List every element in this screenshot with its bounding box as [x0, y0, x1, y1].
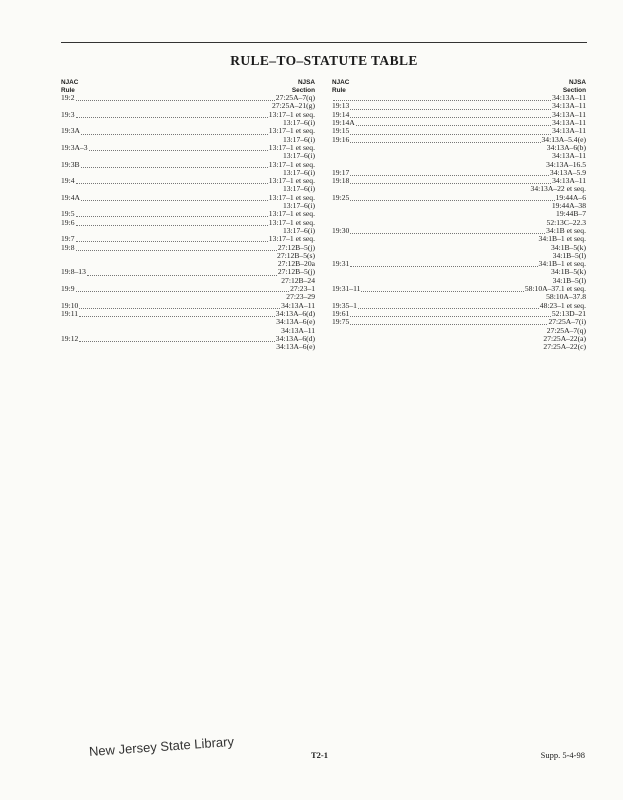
dot-leader — [81, 195, 268, 201]
rule-number: 19:61 — [332, 308, 350, 318]
rule-number: 19:30 — [332, 225, 350, 235]
table-entry — [61, 177, 315, 194]
statute-section: 27:25A–7(q) — [275, 93, 315, 103]
entry-line — [61, 194, 315, 202]
supplement-date: Supp. 5-4-98 — [540, 750, 585, 760]
statute-section: 34:13A–11 — [552, 109, 586, 119]
rule-number: 19:10 — [61, 300, 79, 310]
header-section-bottom: Section — [291, 86, 315, 94]
rule-number: 19:18 — [332, 176, 350, 186]
table-entry — [61, 194, 315, 211]
header-rule-top: NJAC — [332, 79, 350, 86]
entry-line — [61, 177, 315, 185]
dot-leader — [76, 112, 268, 118]
statute-section: 34:13A–5.4(e) — [541, 134, 586, 144]
left-column — [61, 79, 315, 351]
statute-section: 34:1B–5(k) — [550, 242, 586, 252]
statute-section: 34:13A–11 — [552, 151, 586, 161]
entry-line — [61, 268, 315, 276]
column-header — [61, 79, 315, 94]
page-number: T2-1 — [311, 750, 328, 760]
table-entry — [332, 169, 586, 177]
rule-number: 19:12 — [61, 333, 79, 343]
entry-line — [61, 144, 315, 152]
table-entry — [61, 335, 315, 352]
statute-section: 34:13A–11 — [552, 101, 586, 111]
table-entry — [332, 318, 586, 351]
statute-section: 34:13A–11 — [281, 300, 315, 310]
header-rule-bottom: Rule — [332, 86, 346, 94]
rule-number: 19:3A–3 — [61, 142, 88, 152]
rule-number: 19:7 — [61, 234, 75, 244]
table-entry — [332, 302, 586, 310]
statute-section: 34:1B et seq. — [546, 225, 586, 235]
rule-number: 19:4A — [61, 192, 80, 202]
statute-section: 34:1B–5(k) — [550, 267, 586, 277]
dot-leader — [87, 270, 277, 276]
rule-number: 19:14 — [332, 109, 350, 119]
entry-line — [332, 111, 586, 119]
rule-number: 19:25 — [332, 192, 350, 202]
rule-number: 19:31 — [332, 259, 350, 269]
statute-section: 34:13A–11 — [552, 118, 586, 128]
rule-number: 19:17 — [332, 167, 350, 177]
statute-section: 13:17–6(i) — [282, 201, 315, 211]
statute-section: 34:1B–5(l) — [552, 250, 586, 260]
dot-leader — [358, 303, 539, 309]
dot-leader — [350, 178, 551, 184]
entry-line — [61, 285, 315, 293]
statute-section: 27:25A–7(q) — [546, 325, 586, 335]
dot-leader — [76, 236, 268, 242]
header-section-top: NJSA — [297, 79, 315, 86]
table-entry — [332, 285, 586, 302]
table-entry — [332, 111, 586, 119]
statute-section: 27:12B–5(j) — [277, 242, 315, 252]
entry-line — [61, 235, 315, 243]
dot-leader — [350, 261, 537, 267]
table-entry — [332, 177, 586, 194]
statute-section: 27:25A–21(g) — [271, 101, 315, 111]
statute-section: 48:23–1 et seq. — [539, 300, 586, 310]
rule-number: 19:3B — [61, 159, 80, 169]
rule-number: 19:31–11 — [332, 284, 361, 294]
dot-leader — [81, 129, 268, 135]
table-entry — [61, 268, 315, 285]
rule-number: 19:4 — [61, 176, 75, 186]
statute-section: 52:13C–22.3 — [546, 217, 586, 227]
rule-number: 19:6 — [61, 217, 75, 227]
table-entry — [61, 219, 315, 236]
rule-number: 19:8–13 — [61, 267, 86, 277]
top-rule-line — [61, 42, 587, 43]
entry-line — [61, 219, 315, 227]
dot-leader — [76, 211, 268, 217]
rule-number: 19:14A — [332, 118, 355, 128]
statute-section: 34:13A–5.9 — [549, 167, 586, 177]
statute-section: 34:1B–5(l) — [552, 275, 586, 285]
dot-leader — [333, 95, 551, 101]
table-entry — [332, 94, 586, 102]
header-section-bottom: Section — [562, 86, 586, 94]
table-entry — [332, 136, 586, 169]
rule-number: 19:2 — [61, 93, 75, 103]
dot-leader — [350, 319, 547, 325]
dot-leader — [356, 120, 551, 126]
dot-leader — [76, 245, 277, 251]
rule-number: 19:75 — [332, 317, 350, 327]
entry-line — [332, 94, 586, 102]
header-rule-top: NJAC — [61, 79, 79, 86]
statute-section: 34:13A–11 — [281, 325, 315, 335]
statute-section: 34:13A–11 — [552, 126, 586, 136]
statute-section: 13:17–1 et seq. — [268, 217, 315, 227]
dot-leader — [79, 336, 274, 342]
right-entries — [332, 94, 586, 351]
rule-number: 19:8 — [61, 242, 75, 252]
statute-section: 27:23–1 — [290, 284, 315, 294]
table-entry — [61, 161, 315, 178]
statute-section: 13:17–1 et seq. — [268, 176, 315, 186]
statute-section: 13:17–1 et seq. — [268, 109, 315, 119]
dot-leader — [350, 170, 549, 176]
library-stamp: New Jersey State Library — [88, 733, 235, 759]
header-rule-bottom: Rule — [61, 86, 75, 94]
statute-section: 13:17–6(i) — [282, 167, 315, 177]
entry-line — [332, 169, 586, 177]
table-entry — [61, 127, 315, 144]
statute-section: 34:13A–16.5 — [546, 159, 586, 169]
table-entry — [61, 244, 315, 269]
statute-section: 27:12B–5(j) — [277, 267, 315, 277]
header-section-top: NJSA — [568, 79, 586, 86]
statute-section: 13:17–6(i) — [282, 134, 315, 144]
statute-section: 34:13A–6(e) — [276, 342, 315, 352]
statute-section: 34:13A–6(b) — [546, 142, 586, 152]
table-entry — [332, 260, 586, 285]
statute-section: 27:23–29 — [286, 292, 315, 302]
statute-section: 13:17–1 et seq. — [268, 192, 315, 202]
table-entry — [61, 310, 315, 335]
rule-number: 19:15 — [332, 126, 350, 136]
statute-section: 27:25A–7(i) — [548, 317, 586, 327]
rule-number: 19:11 — [61, 308, 79, 318]
dot-leader — [76, 178, 268, 184]
statute-section: 34:13A–6(e) — [276, 317, 315, 327]
entry-line — [332, 260, 586, 268]
statute-section: 34:13A–22 et seq. — [530, 184, 586, 194]
left-entries — [61, 94, 315, 351]
statute-section: 27:12B–24 — [281, 275, 315, 285]
statute-section: 34:13A–6(d) — [275, 308, 315, 318]
statute-section: 27:25A–22(a) — [543, 333, 586, 343]
dot-leader — [350, 228, 545, 234]
table-entry — [332, 227, 586, 260]
statute-section: 13:17–6(i) — [282, 184, 315, 194]
statute-section: 34:1B–1 et seq. — [538, 259, 586, 269]
statute-section: 52:13D–21 — [551, 308, 586, 318]
statute-section: 19:44A–38 — [551, 201, 586, 211]
rule-number: 19:3 — [61, 109, 75, 119]
rule-number: 19:3A — [61, 126, 80, 136]
statute-section: 27:12B–5(s) — [277, 250, 315, 260]
statute-section: 34:13A–11 — [552, 176, 586, 186]
table-entry — [61, 111, 315, 128]
statute-section: 13:17–6(i) — [282, 151, 315, 161]
dot-leader — [81, 162, 268, 168]
statute-section: 19:44A–6 — [555, 192, 586, 202]
column-header — [332, 79, 586, 94]
entry-line — [332, 119, 586, 127]
rule-number: 19:35–1 — [332, 300, 357, 310]
table-entry — [61, 285, 315, 302]
dot-leader — [350, 104, 551, 110]
dot-leader — [76, 286, 290, 292]
statute-section: 58:10A–37.1 et seq. — [524, 284, 586, 294]
statute-section: 13:17–1 et seq. — [268, 209, 315, 219]
rule-number: 19:9 — [61, 284, 75, 294]
statute-section: 13:17–1 et seq. — [268, 142, 315, 152]
entry-line — [332, 302, 586, 310]
table-entry — [332, 102, 586, 110]
dot-leader — [79, 311, 275, 317]
dot-leader — [76, 220, 268, 226]
entry-line — [61, 127, 315, 135]
table-entry — [61, 144, 315, 161]
page-title: RULE–TO–STATUTE TABLE — [230, 53, 418, 68]
dot-leader — [76, 95, 275, 101]
right-column — [332, 79, 586, 351]
rule-number: 19:13 — [332, 101, 350, 111]
statute-section: 19:44B–7 — [556, 209, 586, 219]
dot-leader — [89, 145, 268, 151]
dot-leader — [361, 286, 523, 292]
statute-section: 13:17–1 et seq. — [268, 159, 315, 169]
entry-line — [332, 194, 586, 202]
dot-leader — [350, 129, 551, 135]
statute-section: 58:10A–37.8 — [546, 292, 586, 302]
entry-line — [61, 161, 315, 169]
table-entry — [61, 94, 315, 111]
page-footer — [61, 733, 587, 768]
dot-leader — [79, 303, 280, 309]
statute-section: 27:25A–22(c) — [543, 342, 586, 352]
statute-section: 34:1B–1 et seq. — [538, 234, 586, 244]
entry-line — [332, 102, 586, 110]
table-entry — [332, 194, 586, 227]
dot-leader — [350, 311, 551, 317]
statute-section: 34:13A–6(d) — [275, 333, 315, 343]
dot-leader — [350, 137, 540, 143]
table-entry — [332, 119, 586, 127]
dot-leader — [350, 112, 551, 118]
rule-number: 19:5 — [61, 209, 75, 219]
table-entry — [61, 235, 315, 243]
statute-section: 13:17–1 et seq. — [268, 234, 315, 244]
dot-leader — [350, 195, 554, 201]
statute-section: 27:12B–20a — [277, 259, 315, 269]
statute-section: 13:17–6(i) — [282, 225, 315, 235]
statute-section: 13:17–1 et seq. — [268, 126, 315, 136]
rule-number: 19:16 — [332, 134, 350, 144]
entry-line — [61, 111, 315, 119]
statute-section: 34:13A–11 — [552, 93, 586, 103]
statute-section: 13:17–6(i) — [282, 118, 315, 128]
